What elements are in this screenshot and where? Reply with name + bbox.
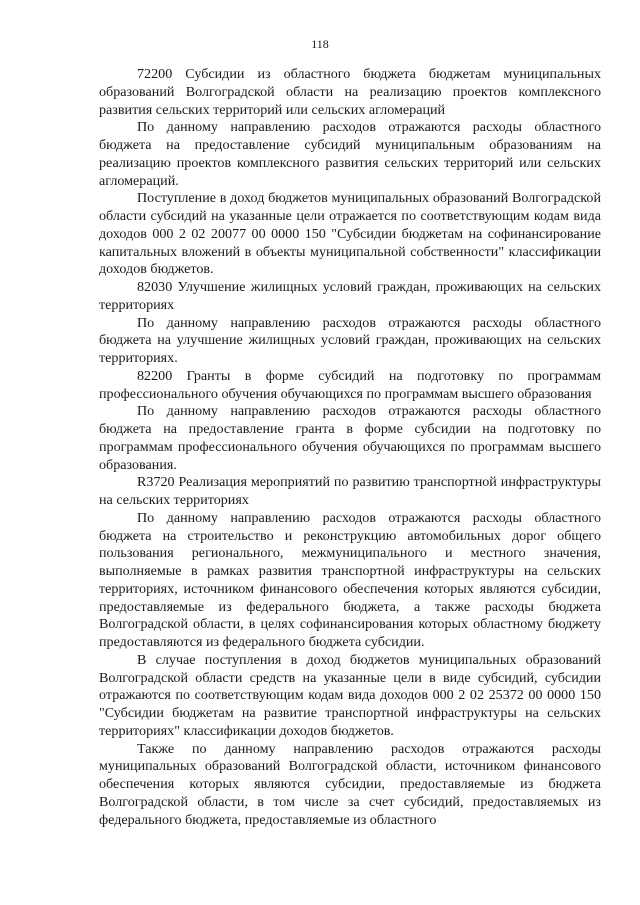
paragraph-72200-heading: 72200 Субсидии из областного бюджета бюджетам муниципальных образований Волгоградской области на реализацию проектов комплексного развития сельских территорий или сельских агломераций <box>99 66 601 118</box>
paragraph-72200-description: По данному направлению расходов отражаются расходы областного бюджета на предоставление субсидий муниципальным образованиям на реализацию проектов комплексного развития сельских территорий или сельских агломераций. <box>99 119 601 189</box>
paragraph-r3720-income: В случае поступления в доход бюджетов муниципальных образований Волгоградской области средств на указанные цели в виде субсидий, субсидии отражаются по соответствующим кодам вида доходов 000 2 02 25372 00 0000 150 "Субсидии бюджетам на развитие транспортной инфраструктуры на сельских территориях" классификации доходов бюджетов. <box>99 651 601 739</box>
paragraph-82030-heading: 82030 Улучшение жилищных условий граждан, проживающих на сельских территориях <box>99 279 601 313</box>
paragraph-82200-description: По данному направлению расходов отражаются расходы областного бюджета на предоставление гранта в форме субсидии на подготовку по программам профессионального обучения обучающихся по программам высшего образования. <box>99 403 601 473</box>
document-body <box>99 66 601 829</box>
paragraph-82030-description: По данному направлению расходов отражаются расходы областного бюджета на улучшение жилищных условий граждан, проживающих на сельских территориях. <box>99 314 601 366</box>
paragraph-r3720-heading: R3720 Реализация мероприятий по развитию транспортной инфраструктуры на сельских территориях <box>99 474 601 508</box>
paragraph-72200-income: Поступление в доход бюджетов муниципальных образований Волгоградской области субсидий на указанные цели отражается по соответствующим кодам вида доходов 000 2 02 20077 00 0000 150 "Субсидии бюджетам на софинансирование капитальных вложений в объекты муниципальной собственности" классификации доходов бюджетов. <box>99 190 601 278</box>
paragraph-r3720-description: По данному направлению расходов отражаются расходы областного бюджета на строительство и реконструкцию автомобильных дорог общего пользования регионального, межмуниципального и местного значения, выполняемые в рамках развития транспортной инфраструктуры на сельских территориях, источником финансового обеспечения которых являются субсидии, предоставляемые из федерального бюджета, а также расходы бюджета Волгоградской области, в целях софинансирования которых областному бюджету предоставляются из федерального бюджета субсидии. <box>99 509 601 650</box>
paragraph-82200-heading: 82200 Гранты в форме субсидий на подготовку по программам профессионального обучения обучающихся по программам высшего образования <box>99 367 601 402</box>
paragraph-r3720-municipal: Также по данному направлению расходов отражаются расходы муниципальных образований Волгоградской области, источником финансового обеспечения которых являются субсидии, предоставляемые из бюджета Волгоградской области, в том числе за счет субсидий, предоставляемых из федерального бюджета, предоставляемые из областного <box>99 740 601 828</box>
page-number: 118 <box>311 37 329 51</box>
